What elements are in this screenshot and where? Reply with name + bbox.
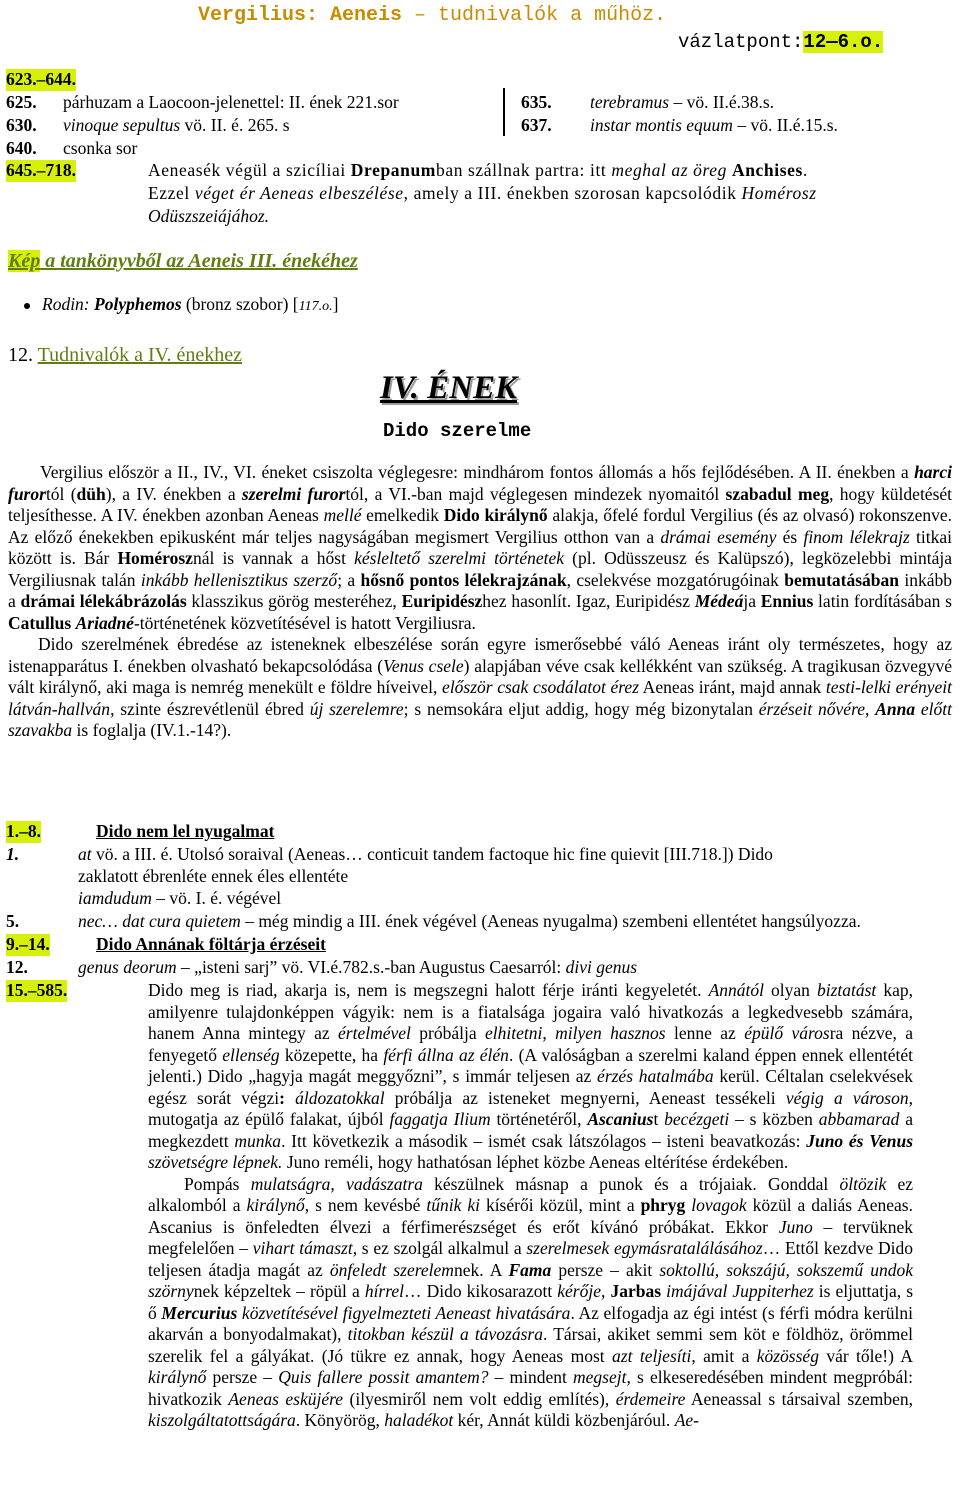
text-run: kísérői közül, mint a (479, 1195, 641, 1215)
text-run: (bronz szobor) [ (181, 294, 299, 314)
text-run: hez hasonlít. Igaz, Euripidész (482, 591, 695, 611)
text-run: önfeledt szerelem (329, 1259, 454, 1280)
text-run: nál is vannak a hőst (192, 548, 355, 568)
text-run: , szinte észrevétlenül ébred (110, 698, 310, 719)
text-run: kerül. Céltalan cselekvések egész sorát végzi (148, 1066, 914, 1108)
text-run: férfi állna az élén (383, 1044, 509, 1065)
text-run: mellé (323, 505, 362, 525)
note-12-text (78, 957, 637, 979)
text-run: nec… dat cura quietem (78, 911, 241, 931)
text-run: ban szállnak partra: itt (435, 160, 612, 180)
text-run: soktollú, sokszájú, sokszemű undok szörny (148, 1259, 913, 1301)
text-run: at (78, 844, 92, 864)
text-run: . Könyörög, (295, 1410, 385, 1430)
text-run: latin fordításában s (813, 591, 952, 611)
note-625-num: 625. (6, 92, 37, 112)
text-run: szerelmi furor (241, 483, 346, 504)
note-637-num: 637. (521, 115, 552, 135)
text-run: királynő (246, 1195, 305, 1215)
text-run: közepette, ha (279, 1044, 384, 1065)
paragraph-2 (8, 634, 952, 742)
text-run: bemutatásában (784, 569, 900, 590)
text-run: megsejt (573, 1367, 627, 1387)
text-run: vár tőle!) A (818, 1345, 913, 1366)
column-divider (503, 88, 505, 136)
note-15-585-num: 15.–585. (6, 980, 68, 1000)
text-run: szerelmesek egymásratalálásához (526, 1238, 763, 1258)
canto-title: IV. ÉNEK (380, 370, 517, 406)
text-run: imájával Juppiterhez (666, 1281, 814, 1301)
text-run: drámai lélekábrázolás (20, 591, 187, 611)
intro-paragraphs (8, 462, 952, 742)
bullet-dot-icon (24, 303, 30, 309)
text-run: szövetségre lépnek. (148, 1152, 283, 1172)
note-630-italic: vinoque sepultus (63, 115, 181, 135)
note-640-num: 640. (6, 138, 37, 158)
section-num: 12. (8, 344, 38, 366)
text-run: : (279, 1087, 285, 1108)
text-run (285, 1088, 295, 1108)
text-run: ra nézve, a fenyegető (148, 1023, 914, 1065)
text-run: titkai között is. Bár (8, 526, 953, 568)
text-run: a megkezdett (148, 1109, 913, 1151)
text-run: készülnek másnap a punok és a trójaiak. Gonddal (422, 1173, 840, 1194)
text-run: előtt szavakba (8, 698, 953, 740)
text-run: érzéseit nővére, (758, 698, 876, 719)
note-1-line3 (78, 888, 281, 910)
text-run: , amely a III. énekben szorosan kapcsolódik (403, 183, 742, 203)
text-run: érdemeire (615, 1388, 686, 1409)
note-9-14-num: 9.–14. (6, 934, 50, 954)
text-run: királynő (148, 1367, 207, 1387)
outline-label: vázlatpont: (678, 31, 804, 53)
text-run: , amit a (691, 1345, 757, 1366)
text-run: , hogy küldetését teljesíthesse. A IV. énekben azonban Aeneas (8, 483, 953, 525)
text-run: klasszikus görög mesteréhez, (186, 591, 402, 611)
text-run: Catullus (8, 612, 72, 633)
outline-reference (678, 31, 883, 53)
note-625-text: párhuzam a Laocoon-jelenettel: II. ének 221.sor (63, 92, 399, 112)
canto-subtitle: Dido szerelme (383, 420, 532, 442)
text-run: . Az elfogadja az égi intést (s férfi módra kerülni akarván a bonyodalmakat), (148, 1302, 914, 1344)
text-run: … Dido kikosarazott (404, 1281, 558, 1301)
note-635-italic: terebramus (590, 92, 670, 112)
text-run: ; s nemsokára eljut addig, hogy még bizonytalan (403, 698, 759, 719)
work-title: Vergilius: Aeneis (198, 4, 403, 27)
text-run: ] (332, 294, 339, 314)
text-run: kér, Annát küldi közbenjáróul. (453, 1410, 675, 1430)
note-630-text: vö. II. é. 265. s (180, 115, 290, 135)
note-630 (6, 115, 290, 137)
note-637-text: – vö. II.é.15.s. (732, 115, 838, 135)
text-run: milyen hasznos (555, 1023, 666, 1043)
text-run: Juno (778, 1216, 813, 1237)
text-run: mulatságra (250, 1173, 331, 1194)
text-run: Aeneas esküjére (228, 1388, 344, 1409)
section-12-heading (8, 344, 242, 367)
text-run: ) alapjában véve csak kellékként van szükség. A tragikusan özvegyvé vált királynő, aki maga is nemrég menekült e földre híveivel, (8, 655, 953, 697)
text-run: tűnik ki (426, 1195, 480, 1215)
text-run: . Itt következik a második – ismét csak látszólagos – isteni beavatkozás: (281, 1130, 807, 1151)
note-630-num: 630. (6, 115, 37, 135)
drepanum-sentence (148, 160, 808, 182)
text-run: véget ér Aeneas elbeszélése (194, 183, 404, 203)
text-run: Drepanum (350, 160, 436, 180)
text-run: Aeneassal s társaival szemben, (685, 1388, 913, 1409)
text-run: persze – akit (551, 1259, 660, 1280)
paragraph-3 (148, 980, 913, 1174)
text-run: finom lélekrajz (803, 526, 910, 547)
text-run: (pl. Odüsszeusz és Kalüpszó), legközelebbi mintája Vergiliusnak talán (8, 548, 952, 590)
text-run: kiszolgáltatottságára (148, 1410, 296, 1430)
text-run: Juno és Venus (806, 1130, 914, 1151)
text-run: – mindent (488, 1367, 574, 1387)
line-range-645: 645.–718. (6, 160, 76, 180)
text-run: inkább a (8, 569, 952, 611)
text-run: először csak csodálatot érez (442, 677, 640, 697)
text-run: azt teljesíti (612, 1345, 692, 1366)
paragraph-4 (148, 1174, 913, 1432)
section-15-585-text (148, 980, 913, 1432)
text-run: , (601, 1281, 611, 1301)
text-run: – vö. I. é. végével (151, 888, 282, 908)
text-run: abbamarad (818, 1109, 900, 1129)
text-run: elhitetni (485, 1023, 543, 1043)
paragraph-1 (8, 462, 952, 634)
section-title: Tudnivalók a IV. énekhez (37, 344, 243, 366)
text-run: testi-lelki erényeit látván-hallván (8, 677, 952, 719)
note-640-text: csonka sor (63, 138, 138, 158)
text-run: emelkedik (361, 505, 444, 525)
text-run: – tervüknek megfelelően – (148, 1216, 913, 1258)
text-run: persze – (206, 1367, 279, 1387)
text-run: hírrel (364, 1281, 405, 1301)
text-run: 117.o. (298, 299, 333, 314)
text-run: kérője (557, 1281, 601, 1301)
note-9-14-title: Dido Annának föltárja érzéseit (96, 934, 326, 954)
text-run: , (542, 1023, 556, 1043)
picture-heading (8, 250, 358, 273)
text-run: végig a városon (785, 1087, 909, 1108)
text-run: Ariadné (75, 612, 134, 633)
note-1-num: 1. (6, 844, 20, 864)
text-run: történetéről, (490, 1109, 588, 1129)
text-run: nek. A (453, 1259, 509, 1280)
text-run: alakja, őfelé fordul Vergilius (és az olvasó) rokonszenve. Az előző énekekben epikusként már teljes nagyságában megismert Vergilius otthon van a (8, 505, 952, 547)
kep-label: Kép (8, 250, 41, 272)
note-12-num: 12. (6, 957, 28, 977)
note-5-text (78, 911, 861, 933)
text-run: becézgeti (664, 1109, 730, 1129)
text-run: Anchises (731, 160, 803, 180)
note-635-num: 635. (521, 92, 552, 112)
line-range-623: 623.–644. (6, 69, 76, 89)
note-637-italic: instar montis equum (590, 115, 733, 135)
text-run: , s elkeseredésében mindent megpróbál: hivatkozik (148, 1367, 913, 1409)
text-run: inkább hellenisztikus szerző (140, 569, 338, 590)
text-run: próbálja (410, 1023, 485, 1043)
note-637 (521, 115, 838, 137)
text-run: közösség (756, 1345, 819, 1366)
text-run: új szerelemre (309, 698, 404, 719)
text-run: munka (234, 1130, 282, 1151)
text-run: . Társai, akiket semmi sem köt e földhöz, örömmel szerelik fel a gályákat. (Jó tükre ez annak, hogy Aeneas most (148, 1324, 913, 1366)
text-run: is foglalja (IV.1.-14?). (72, 720, 232, 740)
note-5-num: 5. (6, 911, 20, 931)
title-suffix: – tudnivalók a műhöz. (402, 4, 667, 27)
text-run: titokban készül a távozásra (347, 1324, 543, 1344)
text-run: , s ez szolgál alkalmul a (352, 1238, 527, 1258)
text-run: vihart támaszt (252, 1238, 353, 1258)
odyssey-line: Odüszszeiájához. (148, 206, 270, 226)
text-run: biztatást (816, 980, 877, 1000)
note-640 (6, 138, 137, 160)
text-run: kap, amilyenre tulajdonképpen vágyik: nem is a fiatalsága jogaira való hivatkozás a legkedvesebb számára, hanem Anna mintegy az (148, 980, 913, 1043)
text-run: Ascanius (587, 1109, 654, 1129)
note-1-8-title: Dido nem lel nyugalmat (96, 821, 275, 841)
text-run: … Ettől kezdve Dido teljesen átadja magát az (148, 1238, 913, 1280)
text-run: . (A valóságban a szerelmi kaland éppen ennek ellentétét jelenti.) Dido „hagyja magát meggyőzni”, s immár teljesen az (148, 1044, 913, 1086)
text-run: késleltető szerelmi történetek (354, 548, 565, 568)
page-header-title (198, 4, 666, 27)
text-run: Ennius (760, 591, 814, 611)
text-run: épülő város (744, 1023, 830, 1043)
text-run: iamdudum (78, 888, 152, 908)
text-run: Dido szerelmének ébredése az isteneknek elbeszélése során egyre ismerősebbé váló Aeneas iránt oly természetes, hogy az istenapparátus I. énekben olvasható bekapcsolódása ( (8, 634, 952, 676)
text-run: Pompás (184, 1173, 251, 1194)
text-run: Mercurius (161, 1302, 238, 1323)
text-run: drámai esemény (660, 526, 777, 547)
text-run: faggatja Ilium (389, 1109, 491, 1129)
text-run: vö. a III. é. Utolsó soraival (Aeneas… conticuit tandem factoque hic fine quievit [III.718.]) Dido (91, 844, 773, 864)
note-635-text: – vö. II.é.38.s. (669, 92, 775, 112)
text-run: öltözik (839, 1173, 887, 1194)
text-run: düh (76, 483, 106, 504)
text-run: Annától (708, 980, 764, 1000)
text-run: – s közben (729, 1109, 819, 1129)
text-run: Médeá (694, 591, 744, 611)
text-run: és (776, 526, 804, 547)
text-run: , (330, 1173, 347, 1194)
text-run: vadászatra (346, 1173, 423, 1194)
text-run: phryg (640, 1195, 686, 1215)
text-run: meghal az öreg (611, 160, 727, 180)
text-run: – „isteni sarj” vö. VI.é.782.s.-ban Augustus Caesarról: (176, 957, 566, 977)
text-run: -történetének közvetítésével is hatott Vergiliusra. (133, 612, 476, 633)
text-run: (ilyesmiről nem volt eddig említés), (343, 1388, 616, 1409)
note-1-text (78, 844, 773, 866)
text-run: áldozatokkal (295, 1087, 385, 1108)
text-run: ellenség (222, 1044, 280, 1065)
text-run: Homérosz (117, 548, 193, 568)
text-run: olyan (763, 980, 817, 1000)
text-run: Dido meg is riad, akarja is, nem is megszegni halott férje iránti kegyeletét. (148, 980, 709, 1000)
text-run: Euripidész (401, 591, 483, 611)
text-run: Ezzel (148, 183, 195, 203)
text-run: ), a IV. énekben a (105, 483, 242, 504)
text-run: Aeneas iránt, majd annak (639, 677, 826, 697)
note-1-line2: zaklatott ébrenléte ennek éles ellentéte (78, 866, 349, 886)
text-run: ez alkalomból a (148, 1173, 914, 1215)
text-run: tól, a VI.-ban majd véglegesen mindezek nyomaitól (345, 483, 726, 504)
text-run: Rodin: (42, 294, 95, 314)
text-run: tól ( (45, 483, 77, 504)
text-run: Jarbas (610, 1281, 662, 1301)
text-run: t (653, 1109, 665, 1129)
text-run: Ae- (674, 1410, 699, 1430)
bullet-rodin (24, 294, 338, 315)
text-run: próbálja az isteneket megnyerni, Aeneast tessékeli (384, 1087, 786, 1108)
text-run: értelmével (338, 1023, 411, 1043)
text-run: , s nem kevésbé (304, 1195, 427, 1215)
text-run: közül a daliás Aeneas. Ascanius is önfeledten élvezi a férfimerészséget és erőt kívánó próbákat. Ekkor (148, 1195, 913, 1237)
text-run: Homérosz (741, 183, 817, 203)
note-635 (521, 92, 774, 114)
text-run: lenne az (665, 1023, 745, 1043)
text-run: . (802, 160, 808, 180)
text-run: lovagok (691, 1195, 747, 1215)
text-run: Aeneasék végül a szicíliai (148, 160, 351, 180)
end-of-narration-sentence (148, 183, 817, 205)
text-run: Anna (875, 698, 916, 719)
note-625 (6, 92, 399, 114)
text-run: – még mindig a III. ének végével (Aeneas nyugalma) szembeni ellentétet hangsúlyozza. (240, 911, 861, 931)
text-run: Polyphemos (94, 294, 182, 314)
outline-value: 12—6.o. (803, 31, 884, 53)
text-run: Quis fallere possit amantem? (278, 1367, 489, 1387)
text-run: közvetítésével figyelmezteti Aeneast hivatására (241, 1302, 571, 1323)
text-run: Fama (508, 1259, 552, 1280)
text-run: hősnő pontos lélekrajzának (360, 569, 567, 590)
text-run: , mutogatja az épülő falakat, újból (148, 1087, 913, 1129)
text-run: érzés hatalmába (597, 1066, 714, 1086)
text-run: Vergilius először a II., IV., VI. éneket csiszolta véglegesre: mindhárom fontos állomás a hős fejlődésében. A II. énekben a (40, 462, 915, 482)
text-run: harci furor (8, 462, 952, 504)
text-run: Dido királynő (443, 505, 548, 525)
text-run: ; a (337, 569, 361, 590)
text-run: szabadul meg (725, 483, 830, 504)
text-run: divi genus (565, 957, 638, 977)
text-run: haladékot (384, 1410, 454, 1430)
text-run: ja (743, 591, 761, 611)
text-run: genus deorum (78, 957, 177, 977)
text-run: Venus csele (383, 655, 464, 676)
picture-heading-rest: a tankönyvből az Aeneis III. énekéhez (40, 250, 358, 272)
note-1-8-num: 1.–8. (6, 821, 41, 841)
text-run: nek képzeltek – röpül a (193, 1281, 365, 1301)
text-run: is eljuttatja, s ő (148, 1281, 914, 1323)
text-run: Juno reméli, hogy hathatósan léphet közbe Aeneas eltérítése érdekében. (282, 1152, 789, 1172)
text-run: , cselekvése mozgatórugóinak (566, 569, 785, 590)
